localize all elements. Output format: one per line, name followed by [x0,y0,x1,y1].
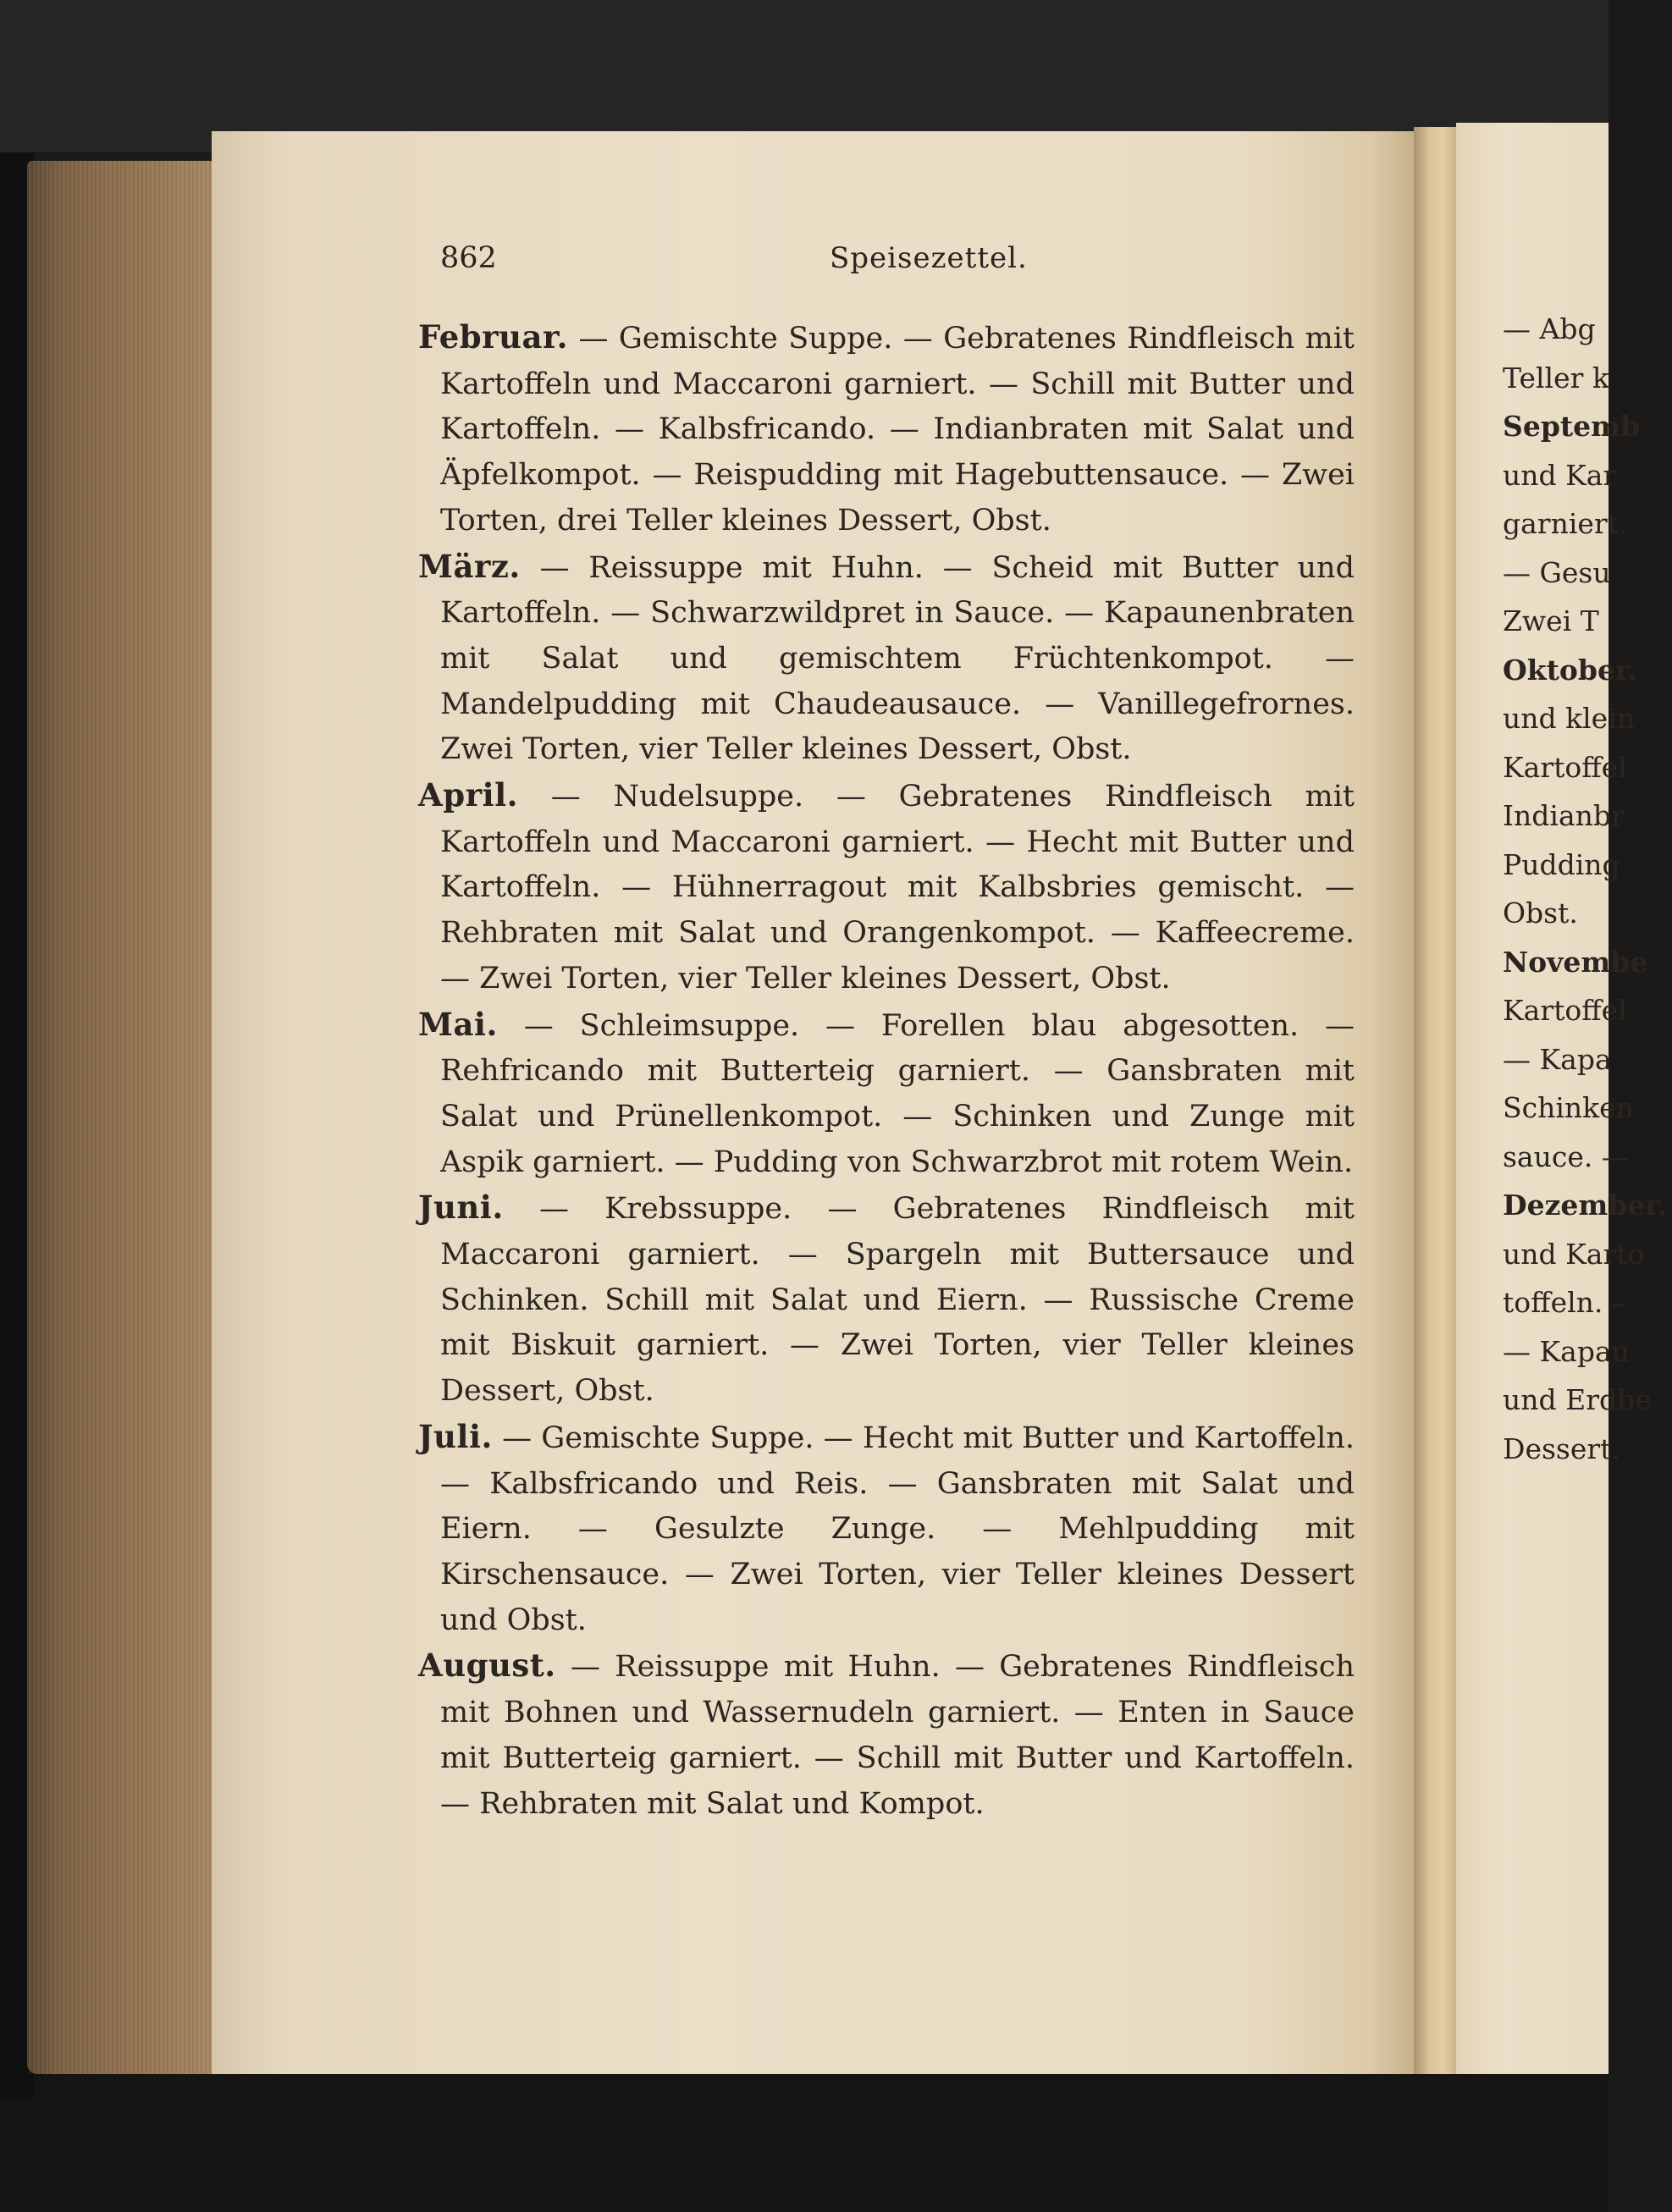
month-label: August. [418,1647,556,1685]
menu-entry-april [418,773,1355,1002]
month-label: Februar. [418,318,569,356]
right-page-line: Pudding [1503,847,1620,881]
book-page-edges [27,161,223,2074]
right-page-text [1503,305,1672,1473]
right-page-line: und Karto [1503,1237,1645,1271]
right-page-line: garniert. [1503,507,1628,540]
right-page-month: Oktober. [1503,653,1637,687]
menu-text: — Nudelsuppe. — Gebratenes Rindfleisch mit Kartoffeln und Maccaroni garniert. — Hecht mit Butter und Kartoffeln. — Hühnerragout mit Kalbsbries gemischt. — Rehbraten mit Salat und Orangenkompot. — Kaffeecreme. — Zwei Torten, vier Teller kleines Dessert, Obst. [440,780,1355,996]
menu-text: — Reissuppe mit Huhn. — Scheid mit Butter und Kartoffeln. — Schwarzwildpret in Sauce. — Kapaunenbraten mit Salat und gemischtem Früchtenkompot. — Mandelpudding mit Chaudeausauce. — Vanillegefrornes. Zwei Torten, vier Teller kleines Dessert, Obst. [440,550,1355,767]
right-page-line: Schinken [1503,1091,1634,1124]
right-page-line: Teller k [1503,361,1609,394]
menu-entry-june [418,1185,1355,1415]
menu-entry-july [418,1415,1355,1644]
right-page-line: Obst. [1503,896,1578,929]
running-title: Speisezettel. [830,241,1028,275]
right-page-line: — Kapa [1503,1042,1612,1076]
right-page-line: toffeln. – [1503,1286,1626,1319]
right-page-month: Septemb [1503,410,1641,443]
right-page-line: und Kar [1503,458,1617,492]
menu-text: — Reissuppe mit Huhn. — Gebratenes Rindfleisch mit Bohnen und Wassernudeln garniert. — Enten in Sauce mit Butterteig garniert. — Schill mit Butter und Kartoffeln. — Rehbraten mit Salat und Kompot. [440,1650,1355,1821]
right-page-line: Indianbr [1503,799,1625,832]
menu-entry-august [418,1643,1355,1827]
month-label: April. [418,776,519,814]
menu-text: — Gemischte Suppe. — Gebratenes Rindfleisch mit Kartoffeln und Maccaroni garniert. — Schill mit Butter und Kartoffeln. — Kalbsfricando. — Indianbraten mit Salat und Äpfelkompot. — Reispudding mit Hagebuttensauce. — Zwei Torten, drei Teller kleines Dessert, Obst. [440,322,1355,538]
right-page-line: Kartoffel [1503,750,1627,784]
page-header [440,241,1028,284]
right-page-month: Novembe [1503,945,1648,979]
right-page-month: Dezember. [1503,1189,1668,1222]
right-page-line: — Abg [1503,312,1596,345]
menu-text: — Gemischte Suppe. — Hecht mit Butter und Kartoffeln. — Kalbsfricando und Reis. — Gansbraten mit Salat und Eiern. — Gesulzte Zunge. — Mehlpudding mit Kirschensauce. — Zwei Torten, vier Teller kleines Dessert und Obst. [440,1420,1355,1637]
backdrop [0,0,1609,152]
right-page-line: sauce. — [1503,1139,1630,1173]
month-label: Juli. [418,1417,493,1455]
month-label: Juni. [418,1189,504,1227]
right-page-line: Zwei T [1503,604,1599,637]
month-label: März. [418,547,521,585]
right-page-line: Dessert. [1503,1431,1620,1465]
menu-entry-february [418,315,1355,544]
menu-text: — Schleimsuppe. — Forellen blau abgesotten. — Rehfricando mit Butterteig garniert. — Gansbraten mit Salat und Prünellenkompot. — Schinken und Zunge mit Aspik garniert. — Pudding von Schwarzbrot mit rotem Wein. [440,1008,1355,1179]
right-page-line: und Erdbe [1503,1383,1652,1416]
menu-entry-may [418,1002,1355,1186]
right-page-line: Kartoffel [1503,994,1627,1027]
page-number: 862 [440,241,497,275]
right-page-line: — Kapau [1503,1334,1630,1368]
menu-text: — Krebssuppe. — Gebratenes Rindfleisch mit Maccaroni garniert. — Spargeln mit Buttersauce und Schinken. Schill mit Salat und Eiern. — Russische Creme mit Biskuit garniert. — Zwei Torten, vier Teller kleines Dessert, Obst. [440,1192,1355,1409]
right-page-line: — Gesu [1503,555,1611,589]
right-page-line: und klein [1503,702,1636,735]
menu-list [418,315,1355,1827]
month-label: Mai. [418,1005,498,1043]
menu-entry-march [418,544,1355,774]
